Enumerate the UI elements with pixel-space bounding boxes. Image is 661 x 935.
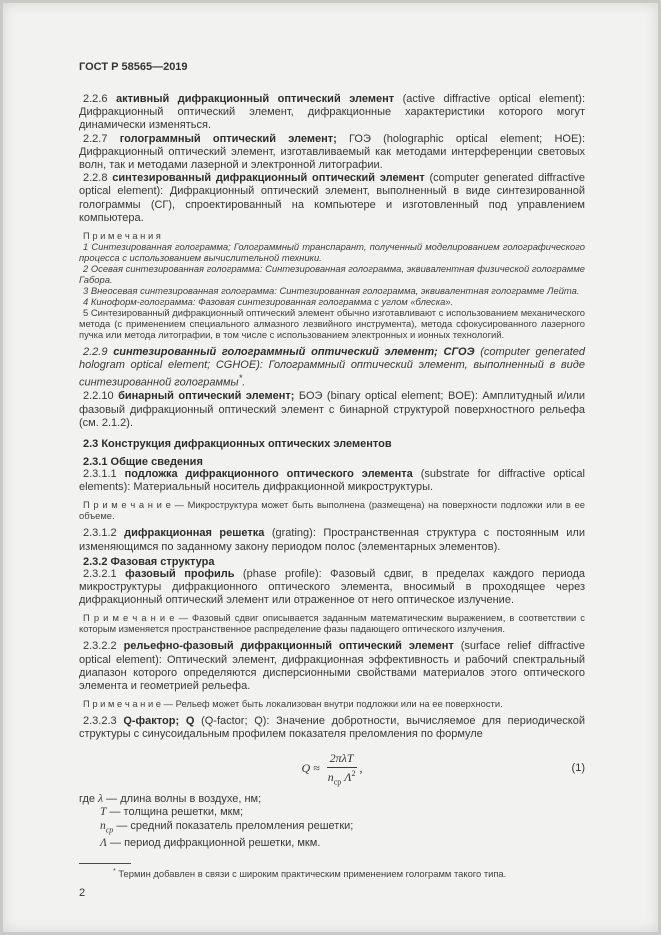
term-number: 2.3.2.3	[83, 715, 124, 728]
note-item-3: 3 Внеосевая синтезированная голограмма: Синтезированная голограмма, эквивалентная голограмме Лейта.	[83, 285, 580, 297]
note-label: П р и м е ч а н и е	[83, 612, 175, 624]
term-definition: (computer generated diffractive optical element): Дифракционный оптический элемент, выполненный в виде синтезированной голограммы (СГ), спроектированный на компьютере и изготовленный под управлением компьютера.	[79, 172, 585, 224]
term-number: 2.2.6	[83, 93, 116, 105]
term-definition: (phase profile): Фазовый сдвиг, в пределах каждого периода микроструктуры дифракционного оптического элемента, вносимый в проходящее через дифракционный оптический элемент или отраженное от него оптическое излучение.	[79, 567, 586, 607]
section-heading-2-3: 2.3 Конструкция дифракционных оптических элементов	[83, 437, 392, 450]
formula-q-factor	[79, 751, 585, 786]
footnote-marker: *	[113, 868, 116, 876]
symbol-n: $n_{ср}$	[100, 819, 114, 835]
term-definition: БОЭ (binary optical element; BOE): Амплитудный и/или фазовый дифракционный оптический элемент с бинарной структурой поверхностного рельефа (см. 2.1.2).	[79, 390, 586, 429]
symbol-lambda: λ	[98, 792, 104, 805]
note-item-5: 5 Синтезированный дифракционный оптический элемент обычно изготавливают с использованием механического метода (с применением специального алмазного лезвийного инструмента), метода сфокусированного лазерного пучка или метода литографии, в том числе с использованием электронных и ионных технологий.	[79, 307, 585, 341]
term-para-2-3-2-2	[79, 640, 585, 693]
term-definition: (surface relief diffractive optical element): Оптический элемент, дифракционная эффективность и рабочий спектральный диапазон которого определяются дисперсионными свойствами материалов этого оптического элемента и геометрией рельефа.	[79, 640, 586, 692]
note-block-2-3-2-1	[79, 612, 585, 634]
den-lambda: Λ	[344, 769, 352, 784]
note-block-2-3-1-1	[79, 499, 585, 521]
term-definition: (grating): Пространственная структура с постоянным или изменяющимся по заданному закону периодом полос (элементарных элементов).	[79, 527, 585, 553]
term-number: 2.3.1.1	[83, 467, 125, 480]
note-item-1: 1 Синтезированная голограмма; Голограммный транспарант, полученный моделированием голографического процесса с использованием вычислительной техники.	[79, 241, 585, 264]
note-label: П р и м е ч а н и е	[83, 499, 171, 511]
where-list	[79, 793, 585, 850]
symbol-capital-lambda: Λ	[100, 836, 107, 849]
term-para-2-3-2-1	[79, 568, 585, 608]
section-heading-2-3-2: 2.3.2 Фазовая структура	[83, 555, 215, 568]
note-item-4: 4 Киноформ-голограмма: Фазовая синтезированная голограмма с углом «блеска».	[83, 296, 454, 308]
term-name: синтезированный голограммный оптический элемент; СГОЭ	[113, 346, 475, 359]
term-name: подложка дифракционного оптического элемента	[124, 467, 413, 480]
footnote-marker: *	[238, 373, 243, 384]
term-name: Q-фактор; Q	[123, 715, 195, 728]
note-text: П р и м е ч а н и е — Микроструктура может быть выполнена (размещена) на поверхности подложки или в ее объеме.	[79, 499, 585, 522]
formula-lhs: Q ≈	[301, 760, 320, 775]
formula-fraction	[325, 751, 359, 786]
term-number: 2.3.2.1	[83, 567, 126, 580]
term-definition: (Q-factor; Q): Значение добротности, вычисляемое для периодической структуры с синусоидальным профилем показателя преломления по формуле	[79, 715, 585, 741]
notes-title: П р и м е ч а н и я	[83, 230, 161, 242]
term-para-2-3-2-3	[79, 715, 585, 741]
term-para-2-2-10	[79, 390, 585, 430]
term-tail: .	[242, 377, 246, 390]
section-heading-2-3-1: 2.3.1 Общие сведения	[83, 455, 203, 468]
note-item-2: 2 Осевая синтезированная голограмма: Синтезированная голограмма, эквивалентная физической голограмме Габора.	[79, 263, 585, 286]
note-text: П р и м е ч а н и е — Фазовый сдвиг описывается заданным математическим выражением, в соответствии с которым изменяется пространственное распределение фазы падающего оптического излучения.	[79, 612, 585, 635]
note-text: П р и м е ч а н и е — Рельеф может быть локализован внутри подложки или на ее поверхности.	[83, 698, 503, 710]
where-item-thickness: T — толщина решетки, мкм;	[100, 806, 244, 819]
notes-block-2-2-8	[79, 230, 585, 340]
den-variable: n	[327, 769, 334, 784]
where-item-refractive-index: $n_{ср}$ — средний показатель преломления решетки;	[100, 819, 354, 835]
doc-header: ГОСТ Р 58565—2019	[79, 61, 188, 73]
term-para-2-3-1-1	[79, 468, 585, 494]
term-name: активный дифракционный оптический элемент	[115, 93, 395, 105]
page-number: 2	[79, 887, 86, 900]
term-name: рельефно-фазовый дифракционный оптический элемент	[123, 640, 454, 653]
term-definition: (substrate for diffractive optical elements): Материальный носитель дифракционной микроструктуры.	[79, 467, 585, 494]
where-item-lambda: где λ — длина волны в воздухе, нм;	[79, 792, 262, 805]
note-block-2-3-2-2	[79, 698, 585, 709]
equation-number: (1)	[571, 762, 585, 775]
term-definition: ГОЭ (holographic optical element; HOE): Дифракционный оптический элемент, изготавливаемый как методами интерференции световых волн, так и методами лазерной и электронной литографии.	[79, 132, 585, 172]
term-para-2-2-8	[79, 172, 585, 225]
term-number: 2.2.7	[83, 132, 120, 145]
where-item-period: Λ — период дифракционной решетки, мкм.	[100, 836, 321, 849]
term-para-2-2-6	[79, 93, 585, 133]
term-definition: (active diffractive optical element): Дифракционный оптический элемент, дифракционные характеристики которого могут динамически изменяться.	[79, 93, 585, 132]
term-number: 2.2.10	[83, 390, 119, 403]
where-intro: где	[79, 792, 96, 805]
term-name: синтезированный дифракционный оптический элемент	[112, 172, 425, 185]
page-content	[79, 61, 585, 899]
term-definition: (computer generated hologram optical element; CGHOE): Голограммный оптический элемент, выполненный в виде синтезированной голограммы	[79, 346, 585, 390]
footnote-divider	[79, 863, 131, 864]
fraction-denominator	[325, 768, 359, 786]
den-subscript: ср	[333, 776, 342, 786]
term-number: 2.2.9	[83, 346, 114, 359]
term-number: 2.2.8	[83, 172, 113, 185]
symbol-T: T	[100, 806, 107, 819]
term-number: 2.3.1.2	[83, 527, 125, 540]
footnote: * Термин добавлен в связи с широким практическим применением голограмм такого типа.	[113, 868, 507, 880]
formula-comma: ,	[359, 760, 363, 775]
fraction-numerator: 2πλT	[327, 751, 357, 768]
den-exponent: 2	[351, 768, 356, 778]
term-para-2-2-9	[79, 346, 585, 390]
term-name: голограммный оптический элемент;	[119, 132, 337, 145]
term-name: дифракционная решетка	[124, 527, 265, 540]
term-name: бинарный оптический элемент;	[118, 390, 295, 403]
term-para-2-2-7	[79, 133, 585, 173]
term-para-2-3-1-2	[79, 527, 585, 553]
note-label: П р и м е ч а н и е	[83, 698, 162, 710]
term-number: 2.3.2.2	[83, 640, 124, 653]
term-name: фазовый профиль	[125, 567, 235, 580]
